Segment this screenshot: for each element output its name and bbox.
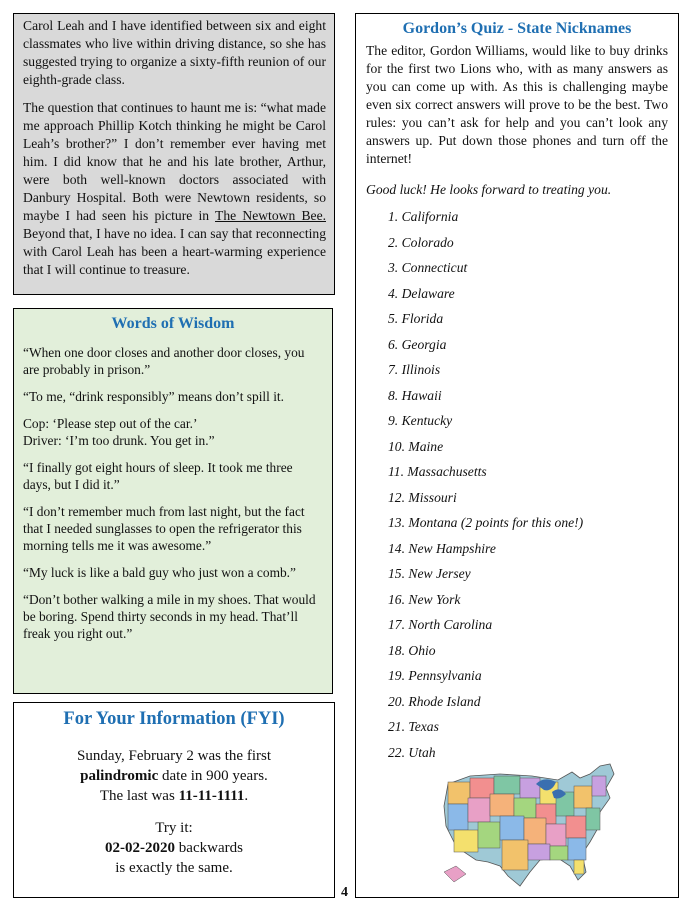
fyi-line-1: Sunday, February 2 was the first (77, 748, 271, 764)
list-item: 11. Massachusetts (388, 464, 487, 479)
cop-line: Cop: ‘Please step out of the car.’ (23, 416, 198, 431)
list-item: 17. North Carolina (388, 617, 493, 632)
driver-line: Driver: ‘I’m too drunk. You get in.” (23, 433, 215, 448)
list-item: 10. Maine (388, 438, 444, 454)
wisdom-quote (23, 415, 323, 449)
list-item: 6. Georgia (388, 336, 447, 352)
list-item: 7. Illinois (388, 362, 441, 377)
list-item: 2. Colorado (388, 234, 454, 250)
list-item: 1. California (388, 209, 459, 224)
wisdom-quote: “Don’t bother walking a mile in my shoes. That would be boring. Spend thirty seconds in my head. That’ll freak you right out.” (23, 592, 316, 641)
fyi-palindrome-text (14, 746, 334, 806)
list-item: 8. Hawaii (388, 387, 442, 403)
wisdom-quote: “My luck is like a bald guy who just won a comb.” (23, 565, 296, 580)
fyi-try-it-text (14, 818, 334, 878)
wisdom-quote: “To me, “drink responsibly” means don’t spill it. (23, 389, 285, 404)
usa-map-icon (440, 762, 618, 888)
fyi-line-3-post: . (244, 788, 249, 804)
fyi-line-2: date in 900 years. (158, 768, 268, 784)
reunion-paragraph-1: Carol Leah and I have identified between six and eight classmates who live within driving distance, so she has suggested trying to organize a sixty-fifth reunion of our eighth-grade class. (23, 18, 326, 87)
fyi-same: is exactly the same. (115, 860, 233, 876)
list-item: 12. Missouri (388, 489, 457, 505)
wisdom-quote: “I don’t remember much from last night, but the fact that I needed sunglasses to open the refrigerator this morning tells me it was awesome.” (23, 504, 305, 553)
list-item: 18. Ohio (388, 642, 436, 658)
list-item: 15. New Jersey (388, 566, 471, 581)
list-item: 20. Rhode Island (388, 693, 481, 709)
list-item: 3. Connecticut (388, 260, 468, 275)
fyi-backwards: backwards (175, 840, 243, 856)
reunion-article (13, 13, 335, 295)
fyi-try-it: Try it: (155, 820, 193, 836)
list-item: 13. Montana (2 points for this one!) (388, 515, 584, 530)
wisdom-title: Words of Wisdom (111, 315, 235, 332)
quiz-title: Gordon’s Quiz - State Nicknames (402, 20, 632, 37)
quiz-intro: The editor, Gordon Williams, would like to buy drinks for the first two Lions who, with as many answers as you can come up with. As this is challenging maybe even six correct answers will prove to be the best. Two rules: you can’t ask for help and you can’t look any answers up. Put down those phones and turn off the internet! (366, 43, 668, 166)
quiz-good-luck: Good luck! He looks forward to treating you. (366, 182, 612, 197)
fyi-title: For Your Information (FYI) (63, 709, 285, 729)
fyi-last-date: 11-11-1111 (178, 788, 245, 804)
list-item: 22. Utah (388, 744, 436, 760)
page-number: 4 (341, 885, 348, 900)
wisdom-quote: “When one door closes and another door closes, you are probably in prison.” (23, 345, 305, 377)
words-of-wisdom-box (13, 308, 333, 694)
reunion-paragraph-2-end: Beyond that, I have no idea. I can say that reconnecting with Carol Leah has been a heart-warming experience that I will continue to treasure. (23, 226, 326, 277)
list-item: 9. Kentucky (388, 413, 453, 428)
wisdom-quote: “I finally got eight hours of sleep. It took me three days, but I did it.” (23, 460, 293, 492)
fyi-line-3-pre: The last was (99, 788, 179, 804)
fyi-palindromic: palindromic (80, 768, 159, 784)
reunion-paragraph-2 (23, 99, 326, 279)
list-item: 5. Florida (388, 311, 444, 326)
list-item: 21. Texas (388, 719, 439, 734)
reunion-paragraph-2-text: The question that continues to haunt me is: “what made me approach Phillip Kotch thinking he might be Carol Leah’s brother?” I don’t remember ever having met him. I did know that he and his late brother, Arthur, were both well-known doctors associated with Danbury Hospital. Both were Newtown residents, so maybe I had seen his picture in (23, 100, 326, 223)
list-item: 19. Pennsylvania (388, 668, 482, 683)
list-item: 4. Delaware (388, 285, 455, 301)
newspaper-title: The Newtown Bee. (215, 208, 326, 223)
list-item: 16. New York (388, 591, 461, 607)
list-item: 14. New Hampshire (388, 540, 496, 556)
state-list (366, 204, 668, 765)
fyi-box (13, 702, 335, 898)
fyi-date: 02-02-2020 (105, 840, 176, 856)
